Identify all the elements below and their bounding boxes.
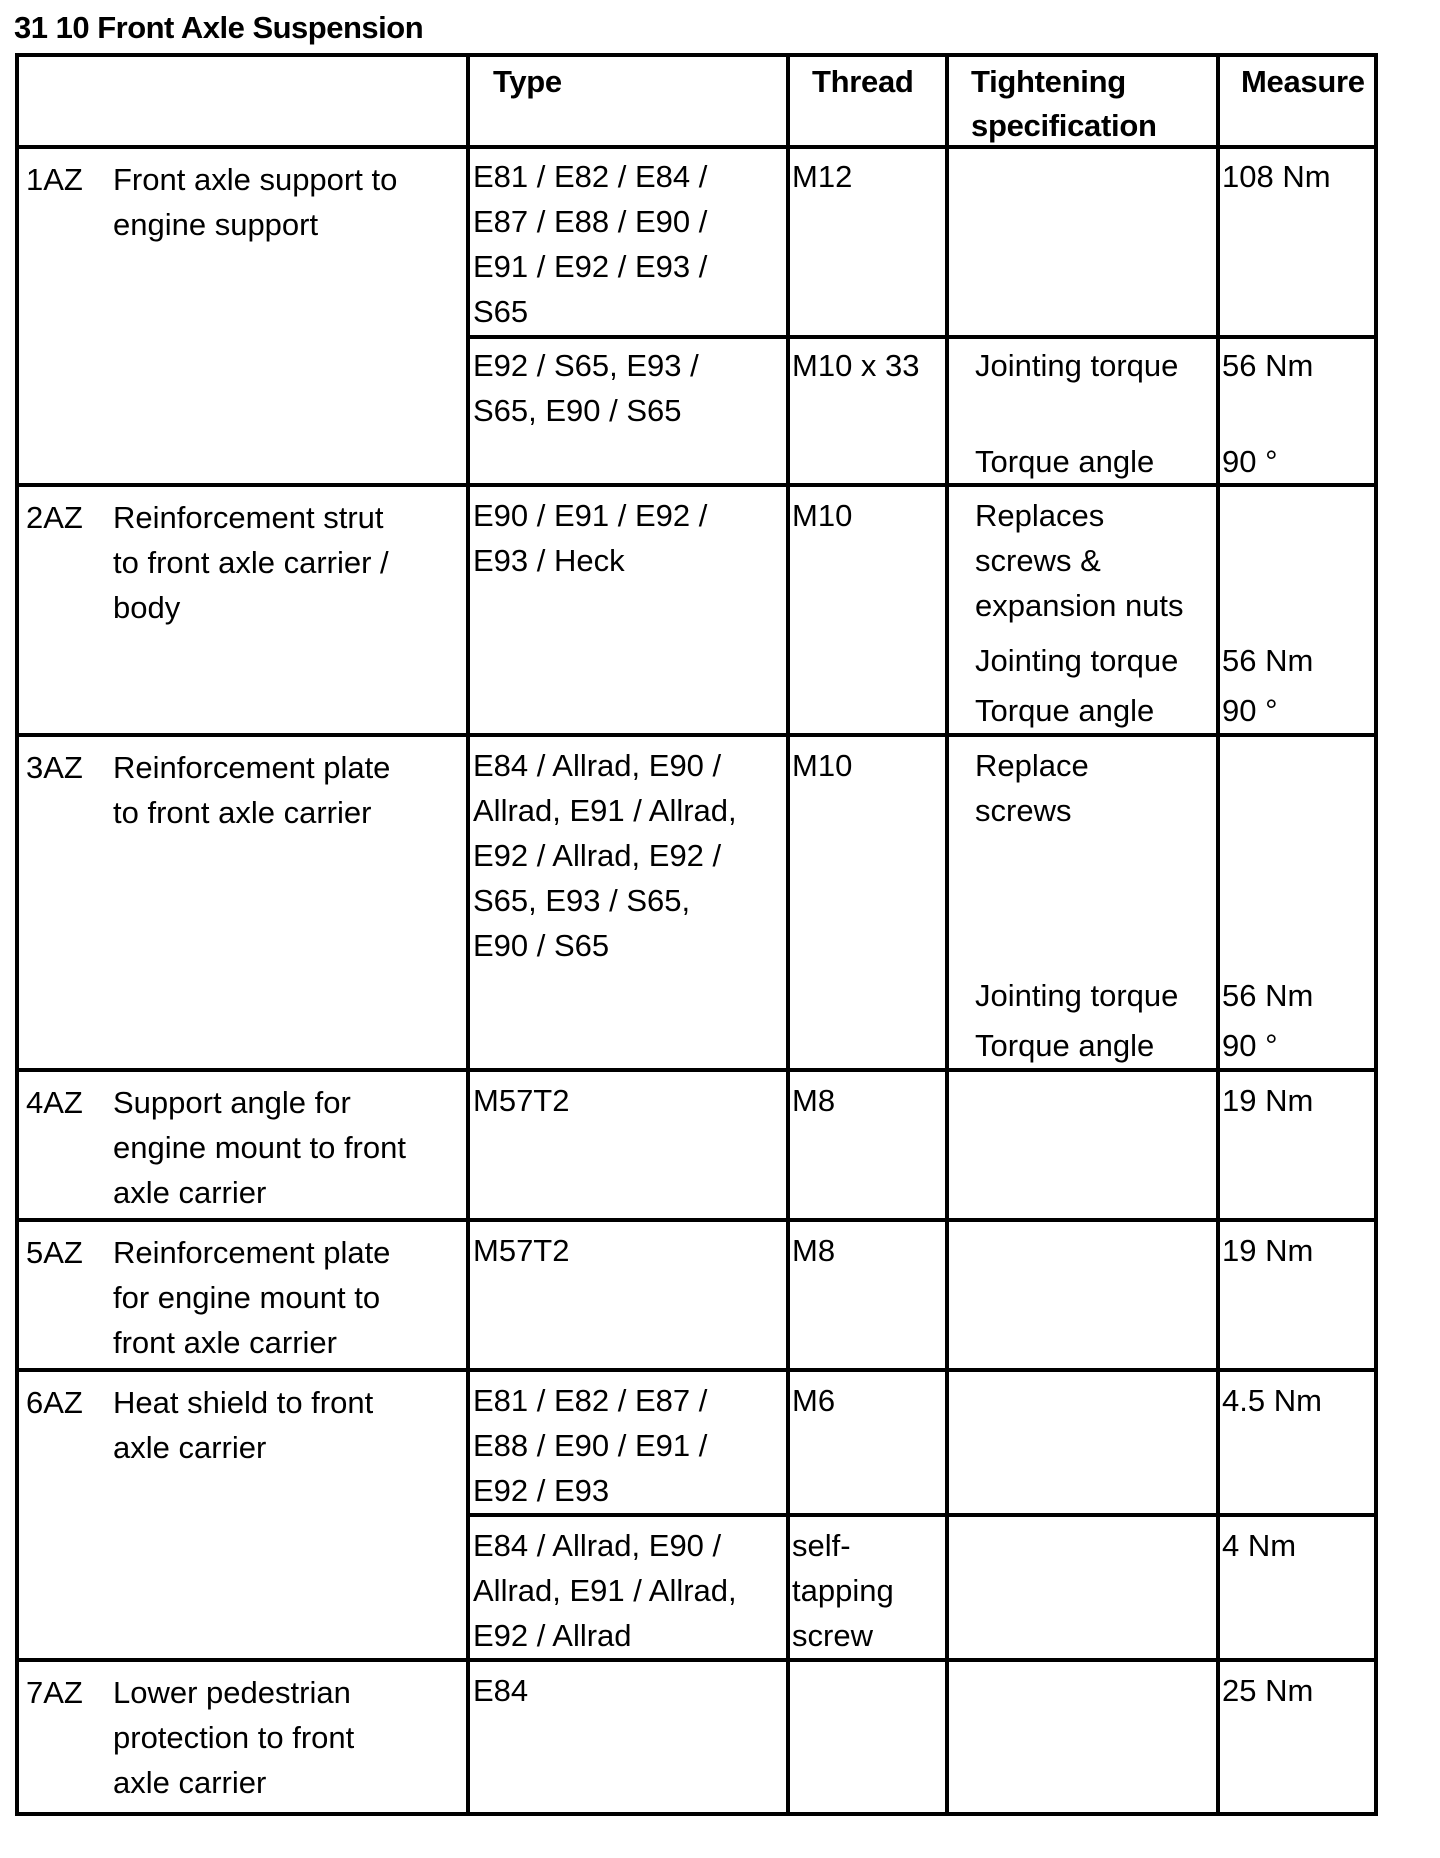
row-description: Heat shield to front axle carrier bbox=[113, 1385, 374, 1465]
row-id: 2AZ bbox=[26, 500, 83, 535]
row-id: 4AZ bbox=[26, 1085, 83, 1120]
thread-cell: M10 x 33 bbox=[792, 348, 920, 383]
measure-cell: 56 Nm bbox=[1222, 643, 1314, 678]
column-divider bbox=[945, 53, 949, 1816]
row-divider bbox=[15, 1658, 1378, 1662]
type-cell: M57T2 bbox=[473, 1083, 570, 1118]
thread-cell: M8 bbox=[792, 1233, 836, 1268]
spec-label: Jointing torque bbox=[975, 978, 1179, 1013]
row-divider bbox=[15, 1368, 1378, 1372]
row-description: Reinforcement plate for engine mount to front axle carrier bbox=[113, 1235, 391, 1360]
measure-cell: 19 Nm bbox=[1222, 1083, 1314, 1118]
type-cell: E84 / Allrad, E90 / Allrad, E91 / Allrad, E92 / Allrad bbox=[473, 1528, 737, 1653]
measure-cell: 90 ° bbox=[1222, 444, 1278, 479]
thread-cell: M12 bbox=[792, 159, 853, 194]
row-divider bbox=[15, 1068, 1378, 1072]
row-description: Reinforcement strut to front axle carrier / body bbox=[113, 500, 389, 625]
page-title: 31 10 Front Axle Suspension bbox=[14, 10, 424, 45]
type-cell: E81 / E82 / E87 / E88 / E90 / E91 / E92 / E93 bbox=[473, 1383, 708, 1508]
spec-label: Jointing torque bbox=[975, 348, 1179, 383]
row-id: 3AZ bbox=[26, 750, 83, 785]
type-cell: E84 bbox=[473, 1673, 529, 1708]
type-cell: E84 / Allrad, E90 / Allrad, E91 / Allrad, E92 / Allrad, E92 / S65, E93 / S65, E90 / S65 bbox=[473, 748, 737, 963]
measure-cell: 25 Nm bbox=[1222, 1673, 1314, 1708]
thread-cell: M10 bbox=[792, 748, 853, 783]
row-description: Support angle for engine mount to front axle carrier bbox=[113, 1085, 406, 1210]
column-divider bbox=[466, 53, 470, 1816]
measure-cell: 4 Nm bbox=[1222, 1528, 1297, 1563]
measure-cell: 56 Nm bbox=[1222, 978, 1314, 1013]
thread-cell: M10 bbox=[792, 498, 853, 533]
header-measure: Measure bbox=[1241, 64, 1365, 99]
row-id: 7AZ bbox=[26, 1675, 83, 1710]
spec-note: Replaces screws & expansion nuts bbox=[975, 498, 1184, 623]
spec-label: Torque angle bbox=[975, 444, 1155, 479]
row-id: 1AZ bbox=[26, 162, 83, 197]
measure-cell: 90 ° bbox=[1222, 1028, 1278, 1063]
measure-cell: 4.5 Nm bbox=[1222, 1383, 1322, 1418]
type-cell: E81 / E82 / E84 / E87 / E88 / E90 / E91 / E92 / E93 / S65 bbox=[473, 159, 708, 329]
header-tightening-specification: Tightening specification bbox=[971, 64, 1157, 143]
measure-cell: 90 ° bbox=[1222, 693, 1278, 728]
row-divider bbox=[15, 145, 1378, 149]
header-thread: Thread bbox=[812, 64, 914, 99]
row-divider bbox=[15, 1218, 1378, 1222]
spec-label: Jointing torque bbox=[975, 643, 1179, 678]
spec-note: Replace screws bbox=[975, 748, 1089, 828]
row-description: Reinforcement plate to front axle carrier bbox=[113, 750, 391, 830]
thread-cell: self- tapping screw bbox=[792, 1528, 894, 1653]
row-id: 5AZ bbox=[26, 1235, 83, 1270]
row-id: 6AZ bbox=[26, 1385, 83, 1420]
spec-label: Torque angle bbox=[975, 693, 1155, 728]
row-description: Lower pedestrian protection to front axle carrier bbox=[113, 1675, 355, 1800]
type-cell: E90 / E91 / E92 / E93 / Heck bbox=[473, 498, 708, 578]
thread-cell: M6 bbox=[792, 1383, 836, 1418]
column-divider bbox=[786, 53, 790, 1816]
row-description: Front axle support to engine support bbox=[113, 162, 398, 242]
thread-cell: M8 bbox=[792, 1083, 836, 1118]
column-divider bbox=[1216, 53, 1220, 1816]
measure-cell: 108 Nm bbox=[1222, 159, 1331, 194]
row-divider bbox=[466, 335, 1378, 339]
type-cell: E92 / S65, E93 / S65, E90 / S65 bbox=[473, 348, 699, 428]
row-divider bbox=[466, 1513, 1378, 1517]
row-divider bbox=[15, 483, 1378, 487]
measure-cell: 19 Nm bbox=[1222, 1233, 1314, 1268]
header-type: Type bbox=[493, 64, 562, 99]
spec-label: Torque angle bbox=[975, 1028, 1155, 1063]
measure-cell: 56 Nm bbox=[1222, 348, 1314, 383]
type-cell: M57T2 bbox=[473, 1233, 570, 1268]
row-divider bbox=[15, 733, 1378, 737]
